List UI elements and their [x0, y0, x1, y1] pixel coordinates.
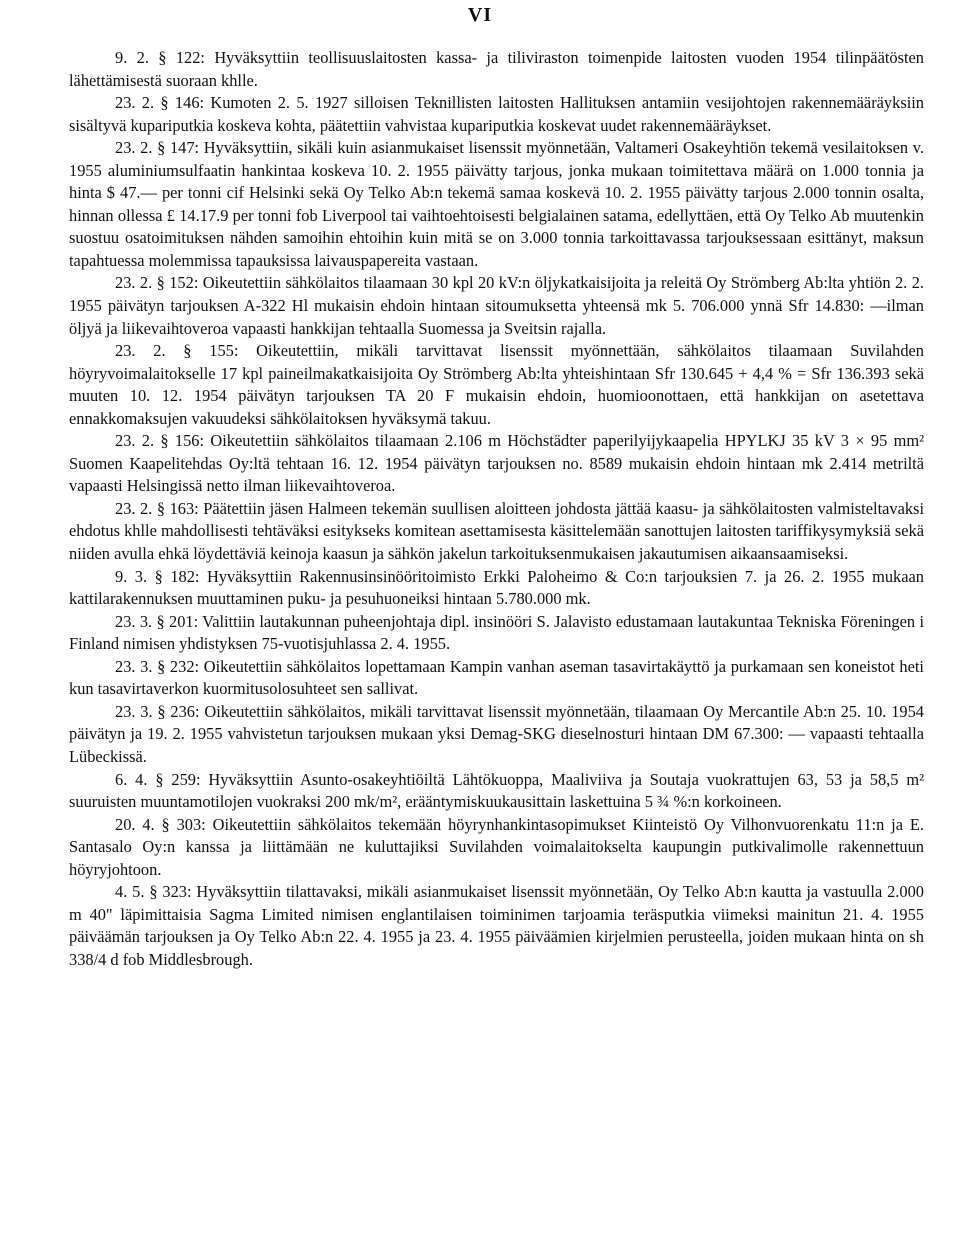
entry-147: 23. 2. § 147: Hyväksyttiin, sikäli kuin asianmukaiset lisenssit myönnetään, Valtameri Osakeyhtiön tekemä vesilaitoksen v. 1955 aluminiumsulfaatin hankintaa koskeva 10. 2. 1955 päivätty tarjous, jonka mukaan toimitettava määrä on 1.000 tonnia ja hinta $ 47.— per tonni cif Helsinki sekä Oy Telko Ab:n tekemä samaa koskevä 10. 2. 1955 päivätty tarjous 2.000 tonnin osalta, hinnan ollessa £ 14.17.9 per tonni fob Liverpool tai vaihtoehtoisesti belgialainen satama, edellyttäen, että Oy Telko Ab muutenkin suostuu osatoimituksen nähden samoihin ehtoihin kuin mitä se on 3.000 tonnia tarkoittavassa tarjouksessaan esittänyt, maksun tapahtuessa molemmissa tapauksissa laivauspapereita vastaan. [69, 138, 924, 270]
entry-152: 23. 2. § 152: Oikeutettiin sähkölaitos tilaamaan 30 kpl 20 kV:n öljykatkaisijoita ja releitä Oy Strömberg Ab:lta yhtiön 2. 2. 1955 päivätyn tarjouksen A-322 Hl mukaisin ehdoin hintaan sitoumuksetta yhteensä mk 5. 706.000 ynnä Sfr 14.830: —ilman öljyä ja liikevaihtoveroa vapaasti hankkijan tehtaalla Suomessa ja Sveitsin rajalla. [69, 273, 924, 338]
entry-155: 23. 2. § 155: Oikeutettiin, mikäli tarvittavat lisenssit myönnettään, sähkölaitos tilaamaan Suvilahden höyryvoimalaitokselle 17 kpl paineilmakatkaisijoita Oy Strömberg Ab:lta yhteishintaan Sfr 130.645 + 4,4 % = Sfr 136.393 sekä muuten 10. 12. 1954 päivätyn tarjouksen TA 20 F mukaisin ehdoin, huomioonottaen, että hankkijan on asetettava ennakkomaksujen vakuudeksi sähkölaitoksen hyväksymä takuu. [69, 341, 924, 428]
entry-146: 23. 2. § 146: Kumoten 2. 5. 1927 silloisen Teknillisten laitosten Hallituksen antamiin vesijohtojen rakennemääräyksiin sisältyvä kupariputkia koskeva kohta, päätettiin vahvistaa kupariputkia koskevat uudet rakennemääräykset. [69, 93, 924, 135]
entry-259: 6. 4. § 259: Hyväksyttiin Asunto-osakeyhtiöiltä Lähtökuoppa, Maaliviiva ja Soutaja vuokrattujen 63, 53 ja 58,5 m² suuruisten muuntamotilojen vuokraksi 200 mk/m², erääntymiskuukausittain laskettuina 5 ¾ %:n korkoineen. [69, 769, 924, 812]
entry-201: 23. 3. § 201: Valittiin lautakunnan puheenjohtaja dipl. insinööri S. Jalavisto edustamaan lautakuntaa Tekniska Föreningen i Finland nimisen yhdistyksen 75-vuotisjuhlassa 2. 4. 1955. [69, 611, 924, 654]
entry-323: 4. 5. § 323: Hyväksyttiin tilattavaksi, mikäli asianmukaiset lisenssit myönnetään, Oy Telko Ab:n kautta ja vastuulla 2.000 m 40" läpimittaisia Sagma Limited nimisen englantilaisen toiminimen tarjoamia teräsputkia viimeksi mainitun 21. 4. 1955 päiväämän tarjouksen ja Oy Telko Ab:n 22. 4. 1955 ja 23. 4. 1955 päiväämien kirjelmien perusteella, joiden mukaan hinta on sh 338/4 d fob Middlesbrough. [69, 882, 924, 969]
entries-list [69, 47, 924, 971]
entry-156: 23. 2. § 156: Oikeutettiin sähkölaitos tilaamaan 2.106 m Höchstädter paperilyijykaapelia HPYLKJ 35 kV 3 × 95 mm² Suomen Kaapelitehdas Oy:ltä tehtaan 16. 12. 1954 päivätyn tarjouksen no. 8589 mukaisin ehdoin hintaan mk 2.414 metriltä vapaasti Helsingissä netto ilman liikevaihtoveroa. [69, 431, 924, 496]
entry-122: 9. 2. § 122: Hyväksyttiin teollisuuslaitosten kassa- ja tiliviraston toimenpide laitosten vuoden 1954 tilinpäätösten lähettämisestä suoraan khlle. [69, 48, 924, 90]
page-number: VI [467, 4, 493, 26]
entry-232: 23. 3. § 232: Oikeutettiin sähkölaitos lopettamaan Kampin vanhan aseman tasavirtakäyttö ja purkamaan sen koneistot heti kun tasavirtaverkon kuormitusolosuhteet sen sallivat. [69, 656, 924, 699]
entry-182: 9. 3. § 182: Hyväksyttiin Rakennusinsinööritoimisto Erkki Paloheimo & Co:n tarjouksien 7. ja 26. 2. 1955 mukaan kattilarakennuksen muuttaminen puku- ja pesuhuoneiksi hintaan 5.780.000 mk. [69, 566, 924, 609]
entry-303: 20. 4. § 303: Oikeutettiin sähkölaitos tekemään höyrynhankintasopimukset Kiinteistö Oy Vilhonvuorenkatu 11:n ja E. Santasalo Oy:n kanssa ja liittämään ne kuluttajiksi Suvilahden voimalaitokselta kaupungin putkivalimolle rakennettuun höyryjohtoon. [69, 814, 924, 879]
entry-236: 23. 3. § 236: Oikeutettiin sähkölaitos, mikäli tarvittavat lisenssit myönnetään, tilaamaan Oy Mercantile Ab:n 25. 10. 1954 päivätyn ja 19. 2. 1955 vahvistetun tarjouksen mukaan yksi Demag-SKG dieselnosturi hintaan DM 67.300: — vapaasti tehtaalla Lübeckissä. [69, 701, 924, 766]
entry-163: 23. 2. § 163: Päätettiin jäsen Halmeen tekemän suullisen aloitteen johdosta jättää kaasu- ja sähkölaitosten valmisteltavaksi ehdotus khlle mahdollisesti tehtäväksi esitykseks komitean asettamisesta käsittelemään sanottujen laitosten tariffikysymyksiä sekä niiden avulla ehkä löydettäviä keinoja kaasun ja sähkön jakelun tarkoituksenmukaisen jakautumisen aikaansaamiseksi. [69, 498, 925, 564]
